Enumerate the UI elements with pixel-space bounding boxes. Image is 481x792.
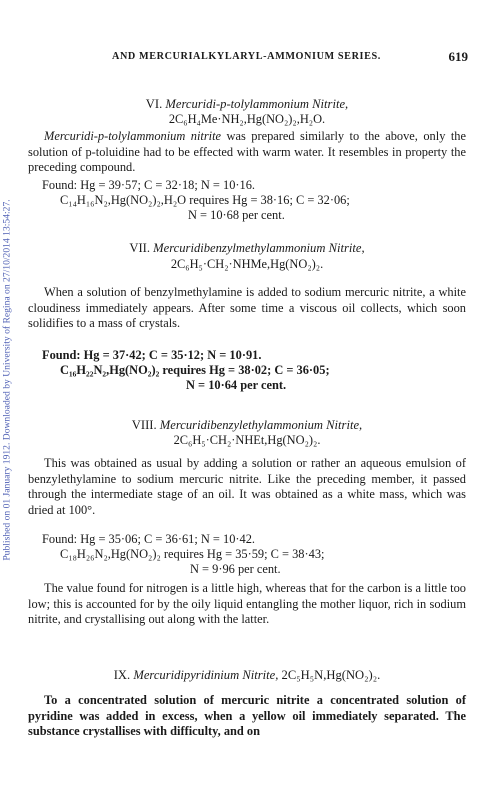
section-number: VIII. [131, 418, 157, 432]
paragraph-7: When a solution of benzylmethylamine is added to sodium mercuric nitrite, a white cloudiness immediately appears. After some time a viscous oil collects, which soon solidifies to a mass of crystals. [28, 285, 466, 331]
paragraph-8b: The value found for nitrogen is a little high, whereas that for the carbon is a little too low; this is accounted for by the oily liquid entangling the mother liquor, rich in sodium nitrite, and crystallising out along with the latter. [28, 581, 466, 627]
paragraph-text: was prepared similarly to the above, only the solution of p-toluidine had to be effected with warm water. It resembles in property the preceding compound. [28, 129, 466, 175]
running-title: AND MERCURIALKYLARYL-AMMONIUM SERIES. [112, 51, 381, 62]
section-title: Mercuridi-p-tolylammonium Nitrite, [165, 97, 349, 111]
found-line-8: Found: Hg = 35·06; C = 36·61; N = 10·42. [42, 532, 256, 546]
paragraph-6 [28, 129, 466, 176]
requires-line-6: C₁₄H₁₆N₂,Hg(NO₂)₂,H₂O requires Hg = 38·16; C = 32·06; [60, 193, 350, 207]
paragraph-9: To a concentrated solution of mercuric nitrite a concentrated solution of pyridine was added in excess, when a yellow oil immediately separated. The substance crystallises with difficulty, and on [28, 693, 466, 739]
requires-line-8: C₁₈H₂₆N₂,Hg(NO₂)₂ requires Hg = 35·59; C = 38·43; [60, 547, 325, 561]
section-formula-7: 2C₆H₅·CH₂·NHMe,Hg(NO₂)₂. [170, 257, 324, 271]
paragraph-8: This was obtained as usual by adding a solution or rather an aqueous emulsion of benzylethylamine to sodium mercuric nitrite. Like the preceding member, it passed through the intermediate stage of an oil. It was obtained as a white mass, which was dried at 100°. [28, 456, 466, 517]
section-heading-8 [28, 418, 466, 433]
section-title: Mercuridipyridinium Nitrite, [133, 668, 279, 682]
nitrogen-line-8: N = 9·96 per cent. [190, 562, 281, 576]
section-heading-6 [28, 97, 466, 112]
download-watermark [0, 100, 14, 660]
found-line-7: Found: Hg = 37·42; C = 35·12; N = 10·91. [42, 348, 262, 362]
section-title: Mercuridibenzylmethylammonium Nitrite, [153, 241, 365, 255]
section-heading-9 [28, 668, 466, 683]
nitrogen-line-6: N = 10·68 per cent. [188, 208, 285, 222]
requires-line-7: C₁₆H₂₂N₂,Hg(NO₂)₂ requires Hg = 38·02; C = 36·05; [60, 363, 330, 377]
section-heading-7 [28, 241, 466, 256]
section-title: Mercuridibenzylethylammonium Nitrite, [159, 418, 363, 432]
section-number: VII. [129, 241, 150, 255]
section-formula-6: 2C₆H₄Me·NH₂,Hg(NO₂)₂,H₂O. [168, 112, 326, 126]
section-formula: 2C₅H₅N,Hg(NO₂)₂. [281, 668, 381, 682]
nitrogen-line-7: N = 10·64 per cent. [186, 378, 287, 392]
download-note: Published on 01 January 1912. Downloaded by University of Regina on 27/10/2014 13:54:27. [1, 199, 13, 561]
section-number: VI. [145, 97, 163, 111]
section-formula-8: 2C₆H₅·CH₂·NHEt,Hg(NO₂)₂. [173, 433, 321, 447]
section-number: IX. [113, 668, 131, 682]
page-number: 619 [448, 49, 468, 64]
compound-name: Mercuridi-p-tolylammonium nitrite [44, 129, 222, 143]
found-line-6: Found: Hg = 39·57; C = 32·18; N = 10·16. [42, 178, 256, 192]
